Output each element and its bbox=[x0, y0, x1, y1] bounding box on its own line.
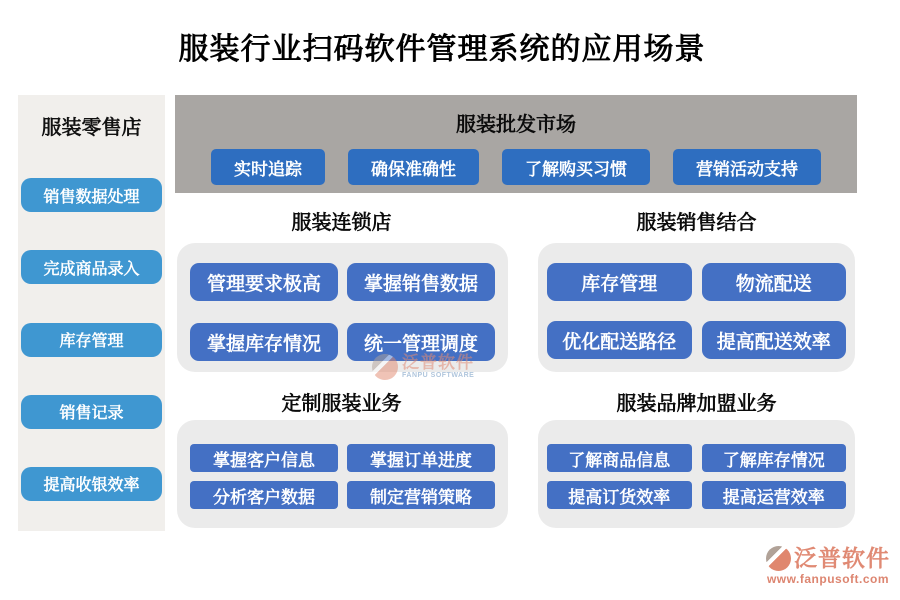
card-brand-franchise bbox=[538, 420, 855, 528]
section-title-brand-franchise: 服装品牌加盟业务 bbox=[616, 391, 777, 415]
franchise-item-ordering-efficiency: 提高订货效率 bbox=[547, 481, 692, 509]
custom-item-marketing-strategy: 制定营销策略 bbox=[347, 481, 495, 509]
chain-item-unified-dispatch: 统一管理调度 bbox=[347, 323, 495, 361]
section-title-chain-stores: 服装连锁店 bbox=[291, 210, 392, 234]
retail-item-inventory: 库存管理 bbox=[21, 323, 162, 357]
card-chain-stores bbox=[177, 243, 508, 372]
franchise-item-operations-efficiency: 提高运营效率 bbox=[702, 481, 847, 509]
watermark-subtitle: FANPU SOFTWARE bbox=[402, 372, 475, 379]
custom-item-customer-analysis: 分析客户数据 bbox=[190, 481, 338, 509]
card-sales-integration bbox=[538, 243, 855, 372]
logo-url: www.fanpusoft.com bbox=[766, 572, 890, 586]
integration-item-inventory: 库存管理 bbox=[547, 263, 692, 301]
wholesale-item-realtime-tracking: 实时追踪 bbox=[211, 149, 325, 185]
wholesale-item-marketing-support: 营销活动支持 bbox=[673, 149, 821, 185]
integration-item-route-optimization: 优化配送路径 bbox=[547, 321, 692, 359]
integration-item-delivery-efficiency: 提高配送效率 bbox=[702, 321, 847, 359]
retail-store-panel bbox=[18, 95, 165, 531]
wholesale-item-buying-habits: 了解购买习惯 bbox=[502, 149, 650, 185]
wholesale-item-accuracy: 确保准确性 bbox=[348, 149, 479, 185]
custom-item-order-progress: 掌握订单进度 bbox=[347, 444, 495, 472]
franchise-item-inventory-status: 了解库存情况 bbox=[702, 444, 847, 472]
chain-item-high-requirements: 管理要求极高 bbox=[190, 263, 338, 301]
franchise-item-product-info: 了解商品信息 bbox=[547, 444, 692, 472]
fanpu-logo bbox=[766, 546, 890, 586]
retail-item-product-entry: 完成商品录入 bbox=[21, 250, 162, 284]
wholesale-band-buttons bbox=[175, 149, 857, 185]
integration-item-logistics: 物流配送 bbox=[702, 263, 847, 301]
section-title-sales-integration: 服装销售结合 bbox=[636, 210, 757, 234]
retail-item-sales-data: 销售数据处理 bbox=[21, 178, 162, 212]
chain-item-sales-data: 掌握销售数据 bbox=[347, 263, 495, 301]
wholesale-band-title: 服装批发市场 bbox=[456, 112, 576, 136]
chain-item-inventory-status: 掌握库存情况 bbox=[190, 323, 338, 361]
wholesale-market-band bbox=[175, 95, 857, 193]
fanpu-logo-icon bbox=[766, 546, 791, 571]
retail-panel-title: 服装零售店 bbox=[41, 115, 142, 139]
page-title: 服装行业扫码软件管理系统的应用场景 bbox=[178, 32, 706, 67]
retail-item-sales-record: 销售记录 bbox=[21, 395, 162, 429]
custom-item-customer-info: 掌握客户信息 bbox=[190, 444, 338, 472]
retail-item-cashier-efficiency: 提高收银效率 bbox=[21, 467, 162, 501]
watermark-name: 泛普软件 bbox=[402, 353, 474, 373]
card-custom-clothing bbox=[177, 420, 508, 528]
logo-name: 泛普软件 bbox=[794, 544, 890, 572]
section-title-custom-clothing: 定制服装业务 bbox=[281, 391, 402, 415]
